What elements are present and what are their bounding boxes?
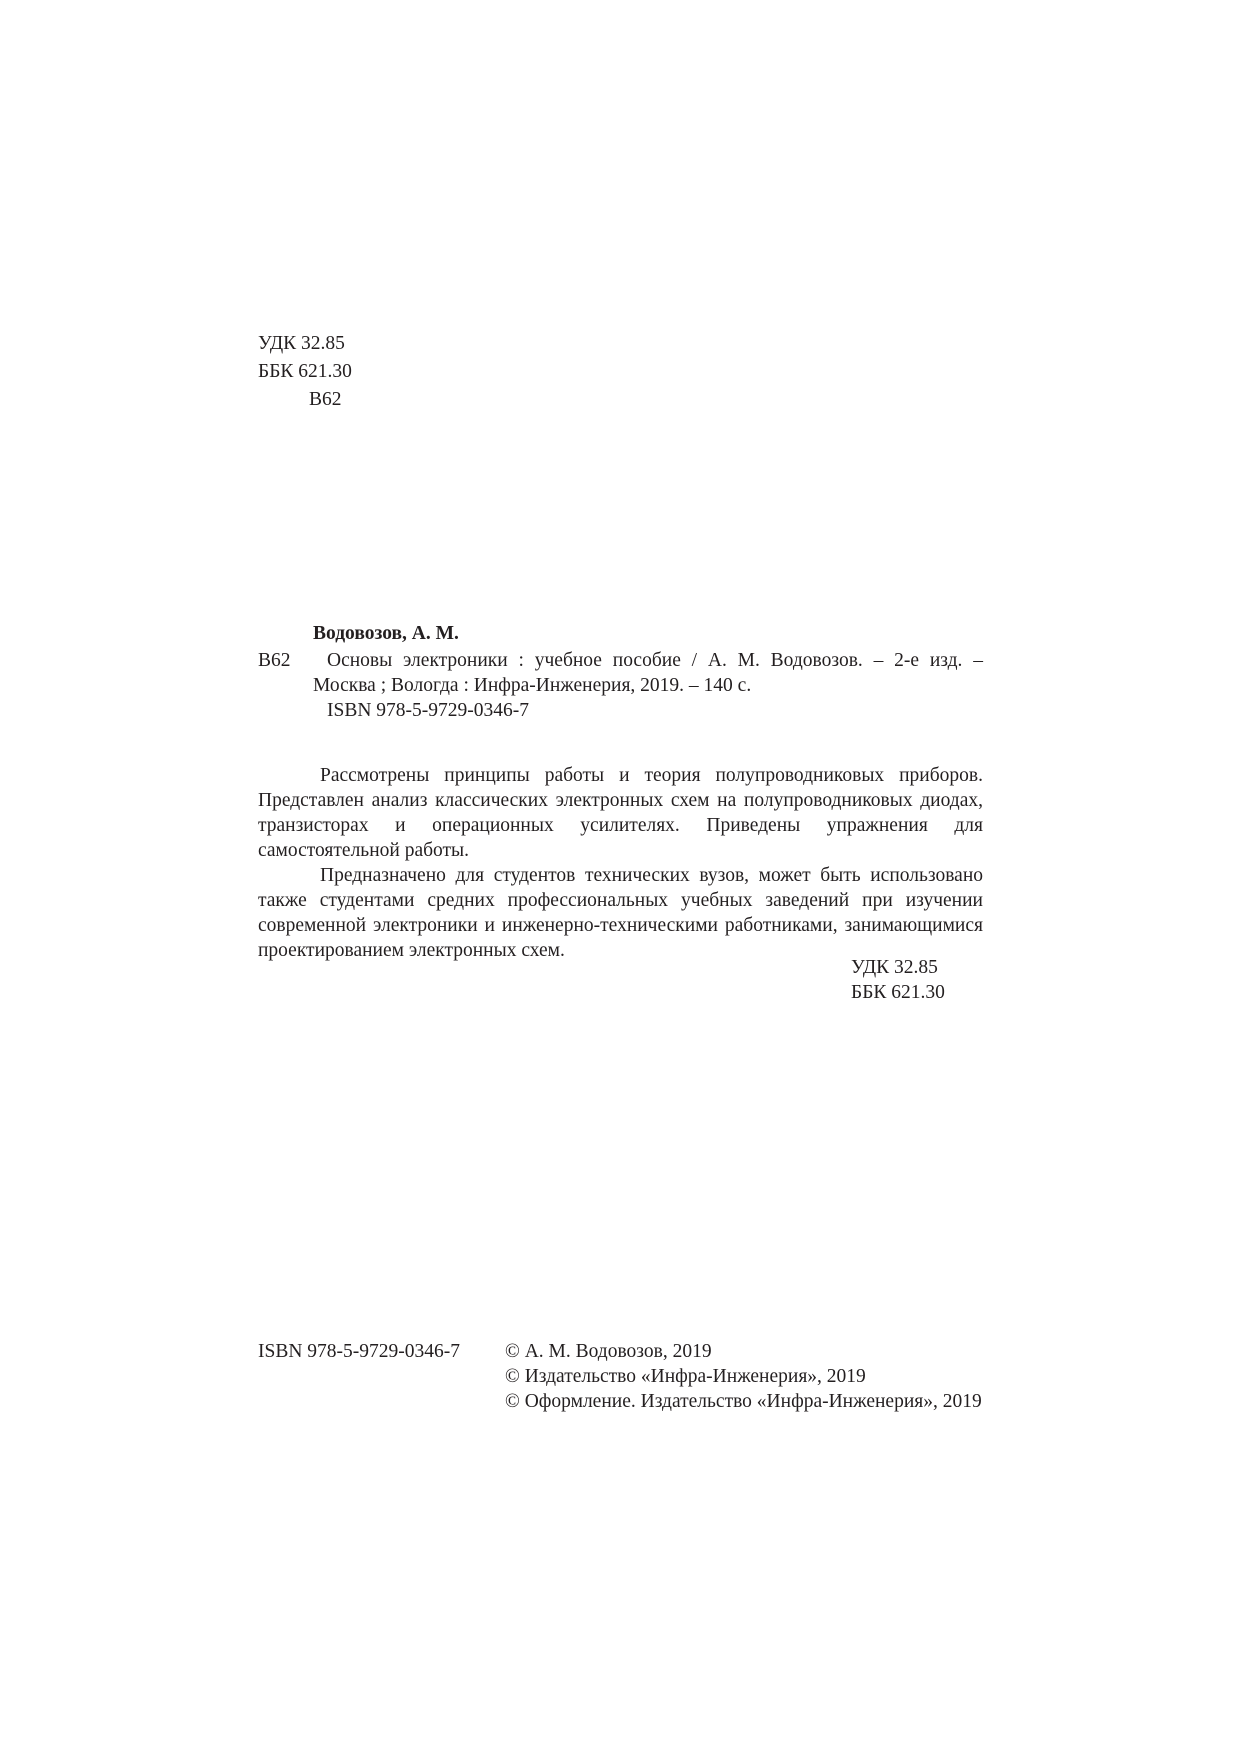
classification-block-bottom — [851, 955, 945, 1005]
bbk-code: ББК 621.30 — [851, 982, 945, 1003]
copyright-line: © А. М. Водовозов, 2019 — [505, 1341, 712, 1362]
bbk-code: ББК 621.30 — [258, 361, 352, 382]
bib-isbn: ISBN 978-5-9729-0346-7 — [327, 700, 530, 721]
copyright-line: © Оформление. Издательство «Инфра-Инженерия», 2019 — [505, 1391, 982, 1412]
abstract — [258, 763, 983, 963]
copyright-block — [505, 1339, 982, 1414]
abstract-paragraph: Рассмотрены принципы работы и теория полупроводниковых приборов. Представлен анализ классических электронных схем на полупроводниковых диодах, транзисторах и операционных усилителях. Приведены упражнения для самостоятельной работы. — [258, 765, 983, 861]
cutter-code: В62 — [309, 389, 342, 410]
bib-title-line: Основы электроники : учебное пособие / А. М. Водовозов. – 2-е изд. – — [327, 650, 983, 671]
udk-code: УДК 32.85 — [258, 333, 345, 354]
copyright-line: © Издательство «Инфра-Инженерия», 2019 — [505, 1366, 866, 1387]
abstract-paragraph: Предназначено для студентов технических вузов, может быть использовано также студентами средних профессиональных учебных заведений при изучении современной электроники и инженерно-техническими работниками, занимающимися проектированием электронных схем. — [258, 865, 983, 961]
bib-cutter-code: В62 — [258, 650, 291, 671]
bib-publisher-line: Москва ; Вологда : Инфра-Инженерия, 2019. – 140 с. — [313, 675, 752, 696]
udk-code: УДК 32.85 — [851, 957, 938, 978]
isbn-number: ISBN 978-5-9729-0346-7 — [258, 1341, 461, 1362]
classification-block-top — [258, 330, 352, 414]
author-heading: Водовозов, А. М. — [313, 623, 459, 644]
